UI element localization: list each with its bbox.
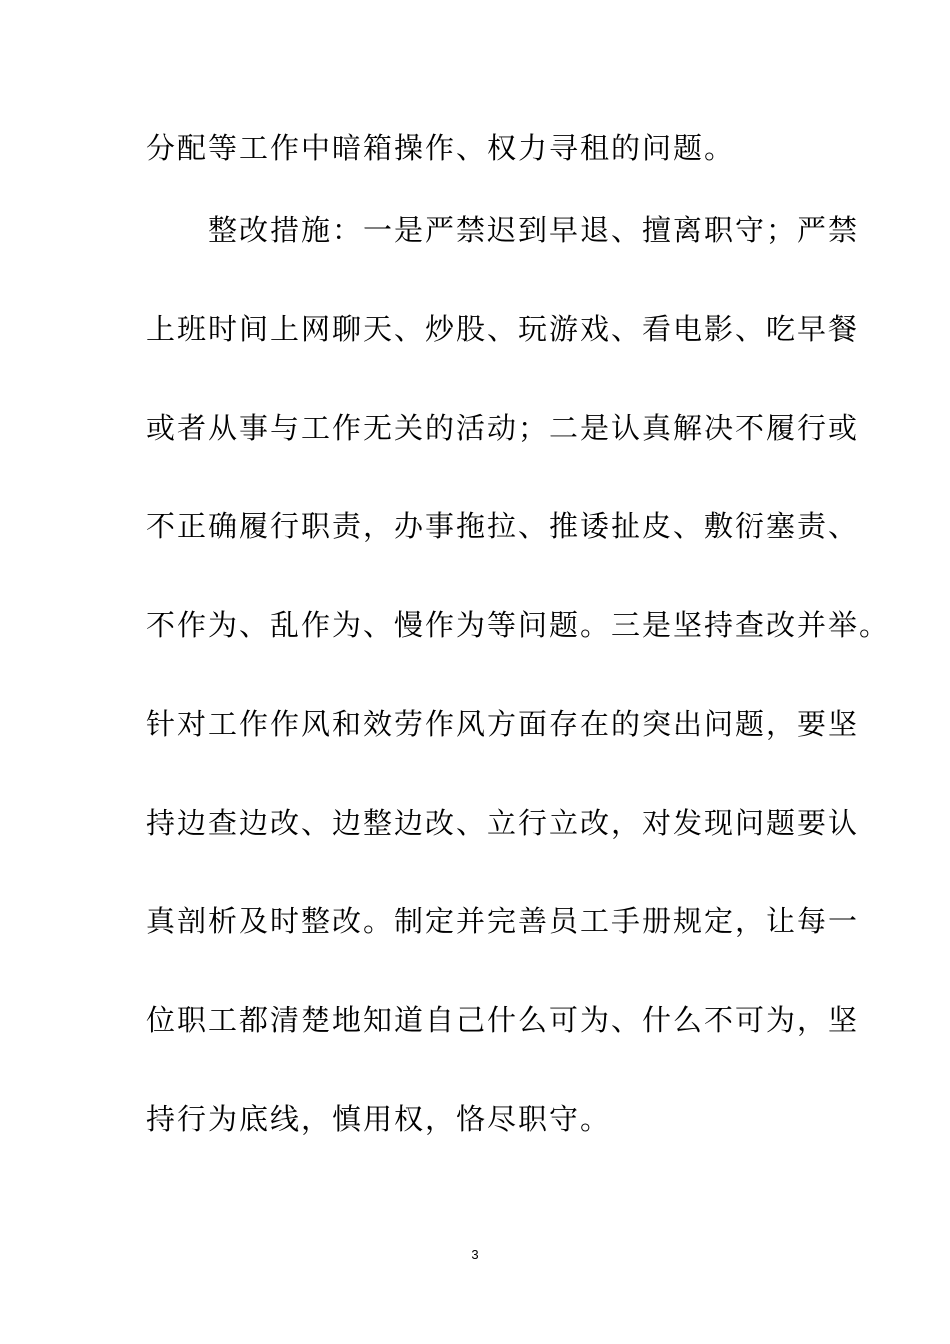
text-line: 分配等工作中暗箱操作、权力寻租的问题。 xyxy=(146,131,736,165)
text-line: 或者从事与工作无关的活动；二是认真解决不履行或 xyxy=(146,411,860,445)
text-line: 持行为底线，慎用权，恪尽职守。 xyxy=(146,1102,612,1136)
text-line: 位职工都清楚地知道自己什么可为、什么不可为，坚 xyxy=(146,1003,860,1037)
text-line: 整改措施：一是严禁迟到早退、擅离职守；严禁 xyxy=(146,213,860,247)
text-line: 真剖析及时整改。制定并完善员工手册规定，让每一 xyxy=(146,904,860,938)
text-line: 上班时间上网聊天、炒股、玩游戏、看电影、吃早餐 xyxy=(146,312,860,346)
text-line: 不作为、乱作为、慢作为等问题。三是坚持查改并举。 xyxy=(146,608,891,642)
page-number: 3 xyxy=(471,1247,479,1262)
text-line: 不正确履行职责，办事拖拉、推诿扯皮、敷衍塞责、 xyxy=(146,509,860,543)
text-line: 针对工作作风和效劳作风方面存在的突出问题，要坚 xyxy=(146,707,860,741)
text-line: 持边查边改、边整边改、立行立改，对发现问题要认 xyxy=(146,806,860,840)
